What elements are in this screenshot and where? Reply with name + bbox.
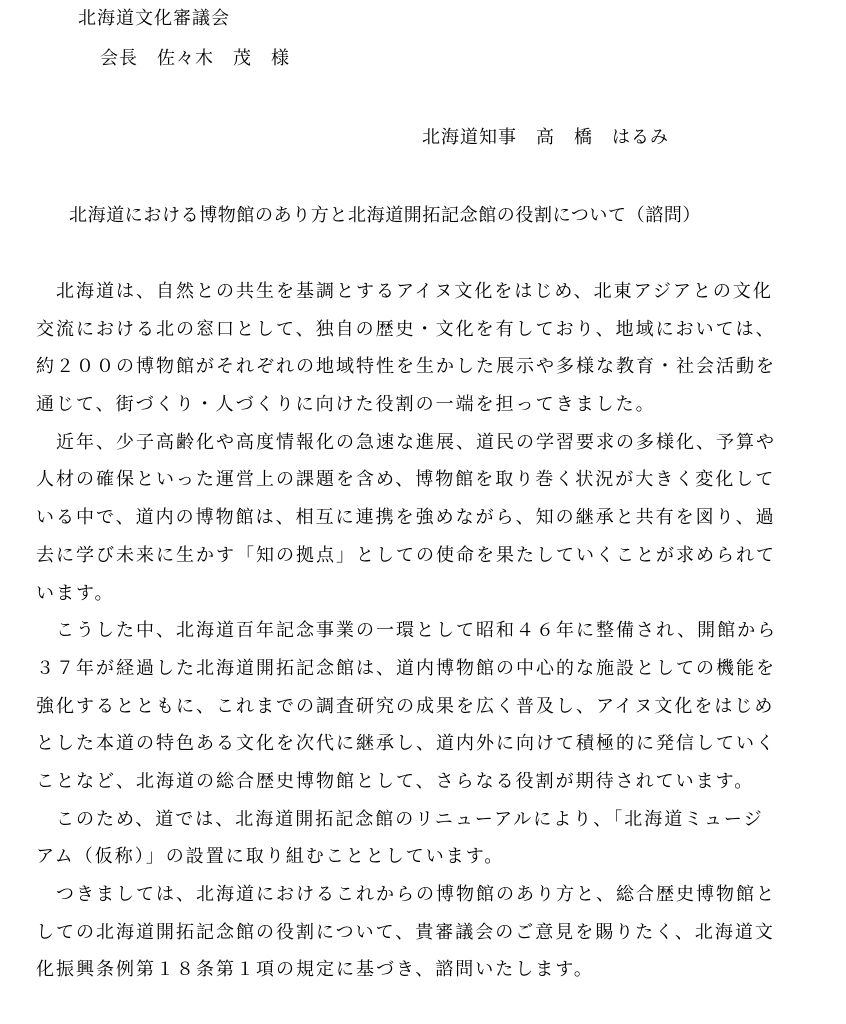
body-text [36, 281, 820, 997]
body-line: 去に学び未来に生かす「知の拠点」としての使命を果たしていくことが求められて [36, 544, 776, 566]
document-title: 北海道における博物館のあり方と北海道開拓記念館の役割について（諮問） [69, 205, 702, 226]
body-line: 交流における北の窓口として、独自の歴史・文化を有しており、地域においては、 [36, 318, 776, 340]
body-line: 近年、少子高齢化や高度情報化の急速な進展、道民の学習要求の多様化、予算や [36, 431, 776, 453]
body-line: ３７年が経過した北海道開拓記念館は、道内博物館の中心的な施設としての機能を [36, 657, 776, 679]
body-line: 通じて、街づくり・人づくりに向けた役割の一端を担ってきました。 [36, 394, 656, 416]
body-line: しての北海道開拓記念館の役割について、貴審議会のご意見を賜りたく、北海道文 [36, 921, 775, 943]
body-line: います。 [36, 582, 115, 604]
body-line: このため、道では、北海道開拓記念館のリニューアルにより、「北海道ミュージ [36, 808, 764, 830]
body-line: ことなど、北海道の総合歴史博物館として、さらなる役割が期待されています。 [36, 770, 755, 792]
sender-name: 北海道知事 高 橋 はるみ [422, 127, 669, 148]
body-line: こうした中、北海道百年記念事業の一環として昭和４６年に整備され、開館から [36, 620, 778, 642]
body-line: 人材の確保といった運営上の課題を含め、博物館を取り巻く状況が大きく変化して [36, 469, 776, 491]
body-line: 約２００の博物館がそれぞれの地域特性を生かした展示や多様な教育・社会活動を [36, 356, 776, 378]
body-line: いる中で、道内の博物館は、相互に連携を強めながら、知の継承と共有を図り、過 [36, 507, 776, 529]
recipient-name: 会長 佐々木 茂 様 [100, 48, 290, 69]
recipient-organization: 北海道文化審議会 [78, 8, 230, 29]
body-line: 北海道は、自然との共生を基調とするアイヌ文化をはじめ、北東アジアとの文化 [36, 281, 773, 302]
body-line: アム（仮称）」の設置に取り組むこととしています。 [36, 846, 505, 868]
body-line: 化振興条例第１８条第１項の規定に基づき、諮問いたします。 [36, 959, 594, 981]
body-line: 強化するとともに、これまでの調査研究の成果を広く普及し、アイヌ文化をはじめ [36, 695, 775, 717]
body-line: とした本道の特色ある文化を次代に継承し、道内外に向けて積極的に発信していく [36, 733, 776, 755]
body-line: つきましては、北海道におけるこれからの博物館のあり方と、総合歴史博物館と [36, 884, 776, 905]
